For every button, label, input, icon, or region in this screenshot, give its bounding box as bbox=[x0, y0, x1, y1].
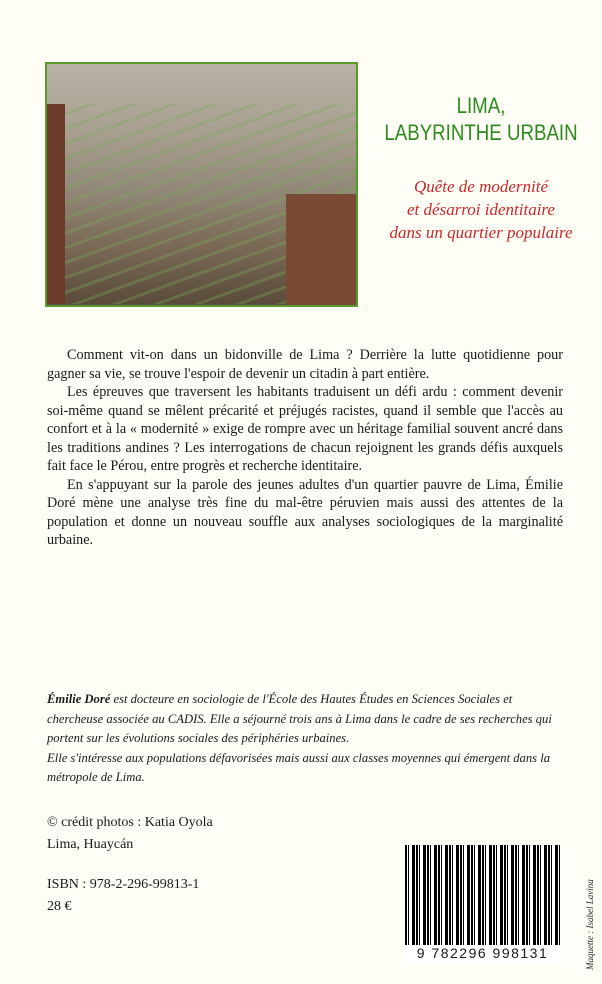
design-credit: Maquette : Isabel Lavina bbox=[585, 879, 595, 970]
blurb-paragraph: Les épreuves que traversent les habitants traduisent un défi ardu : comment devenir soi-même quand se mêlent précarité et préjugés racistes, quand il semble que l'accès au confort et à la « modernité » exige de rompre avec un héritage familial souvent ancré dans les traditions andines ? Les interrogations de chacun rejoignent les grands défis auxquels fait face le Pérou, entre progrès et recherche identitaire. bbox=[47, 384, 563, 474]
author-name: Émilie Doré bbox=[47, 692, 111, 706]
credit-line: © crédit photos : Katia Oyola bbox=[47, 815, 213, 830]
book-title bbox=[378, 92, 584, 146]
subtitle-line: Quête de modernité bbox=[413, 177, 549, 196]
book-subtitle bbox=[360, 175, 602, 244]
barcode-bars bbox=[405, 845, 560, 945]
blurb-paragraph: En s'appuyant sur la parole des jeunes adultes d'un quartier pauvre de Lima, Émilie Doré mène une analyse très fine du mal-être péruvien mais aussi des attentes de la population et donne un nouveau souffle aux analyses sociologiques de la marginalité urbaine. bbox=[47, 476, 563, 548]
cover-photo bbox=[45, 62, 358, 307]
credit-line: Lima, Huaycán bbox=[47, 837, 134, 852]
blurb-paragraph: Comment vit-on dans un bidonville de Lima ? Derrière la lutte quotidienne pour gagner sa vie, se trouve l'espoir de devenir un citadin à part entière. bbox=[47, 347, 563, 382]
blurb bbox=[47, 346, 563, 550]
subtitle-line: et désarroi identitaire bbox=[407, 200, 555, 219]
photo-credit bbox=[47, 812, 213, 856]
bio-text: Elle s'intéresse aux populations défavorisées mais aussi aux classes moyennes qui émergent dans la métropole de Lima. bbox=[47, 750, 550, 784]
isbn-block bbox=[47, 874, 199, 918]
barcode-number: 9 782296 998131 bbox=[416, 945, 549, 961]
subtitle-line: dans un quartier populaire bbox=[389, 223, 573, 242]
barcode bbox=[405, 845, 560, 965]
title-line: LIMA, bbox=[456, 93, 506, 118]
title-line: LABYRINTHE URBAIN bbox=[384, 120, 578, 145]
isbn: ISBN : 978-2-296-99813-1 bbox=[47, 877, 200, 892]
author-bio bbox=[47, 690, 567, 788]
price: 28 € bbox=[47, 899, 72, 914]
bio-text: est docteure en sociologie de l'École des Hautes Études en Sciences Sociales et chercheuse associée au CADIS. Elle a séjourné trois ans à Lima dans le cadre de ses recherches qui portent sur les évolutions sociales des périphéries urbaines. bbox=[47, 692, 552, 745]
